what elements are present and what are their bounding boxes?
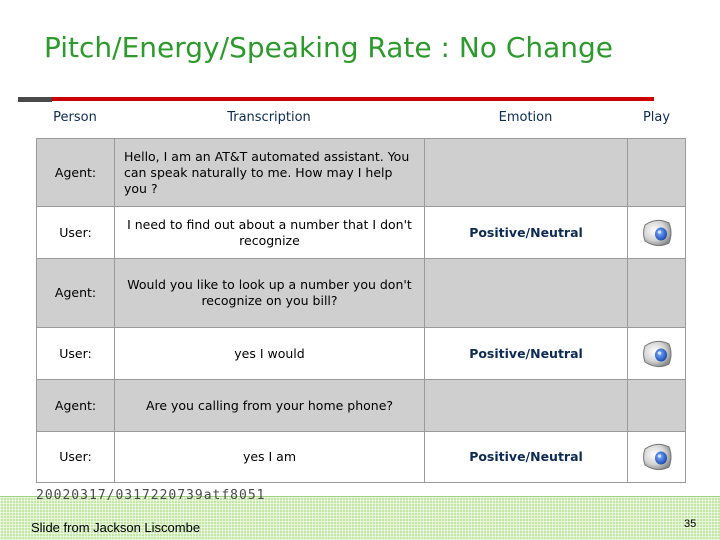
person-cell: Agent: xyxy=(36,379,114,431)
speaker-icon[interactable] xyxy=(639,215,675,251)
table-row xyxy=(36,327,686,379)
title-rule xyxy=(52,97,654,101)
person-cell: User: xyxy=(36,206,114,258)
play-cell xyxy=(627,206,686,258)
person-cell: Agent: xyxy=(36,138,114,206)
emotion-cell xyxy=(424,379,627,431)
play-cell xyxy=(627,258,686,327)
person-cell: User: xyxy=(36,327,114,379)
play-cell xyxy=(627,327,686,379)
transcription-cell: yes I would xyxy=(114,327,424,379)
transcription-cell: I need to find out about a number that I don't recognize xyxy=(114,206,424,258)
person-cell: User: xyxy=(36,431,114,483)
play-cell xyxy=(627,138,686,206)
column-header-person: Person xyxy=(53,110,97,125)
dialogue-table xyxy=(36,138,686,483)
slide-credit: Slide from Jackson Liscombe xyxy=(31,520,201,535)
speaker-icon[interactable] xyxy=(639,336,675,372)
table-row xyxy=(36,206,686,258)
transcription-cell: Would you like to look up a number you don't recognize on you bill? xyxy=(114,258,424,327)
transcription-cell: Hello, I am an AT&T automated assistant. You can speak naturally to me. How may I help you ? xyxy=(114,138,424,206)
transcription-cell: yes I am xyxy=(114,431,424,483)
emotion-cell: Positive/Neutral xyxy=(424,206,627,258)
column-header-emotion: Emotion xyxy=(498,110,553,125)
transcription-cell: Are you calling from your home phone? xyxy=(114,379,424,431)
table-row xyxy=(36,138,686,206)
title-rule-accent xyxy=(18,97,52,102)
audio-file-reference: 20020317/0317220739atf8051 xyxy=(36,488,266,503)
table-row xyxy=(36,258,686,327)
column-header-transcription: Transcription xyxy=(227,110,311,125)
page-number: 35 xyxy=(684,518,697,530)
column-header-play: Play xyxy=(642,110,671,125)
emotion-cell xyxy=(424,138,627,206)
speaker-icon[interactable] xyxy=(639,439,675,475)
table-row xyxy=(36,431,686,483)
slide-title: Pitch/Energy/Speaking Rate : No Change xyxy=(44,31,614,64)
person-cell: Agent: xyxy=(36,258,114,327)
table-row xyxy=(36,379,686,431)
emotion-cell: Positive/Neutral xyxy=(424,431,627,483)
emotion-cell xyxy=(424,258,627,327)
emotion-cell: Positive/Neutral xyxy=(424,327,627,379)
play-cell xyxy=(627,379,686,431)
play-cell xyxy=(627,431,686,483)
